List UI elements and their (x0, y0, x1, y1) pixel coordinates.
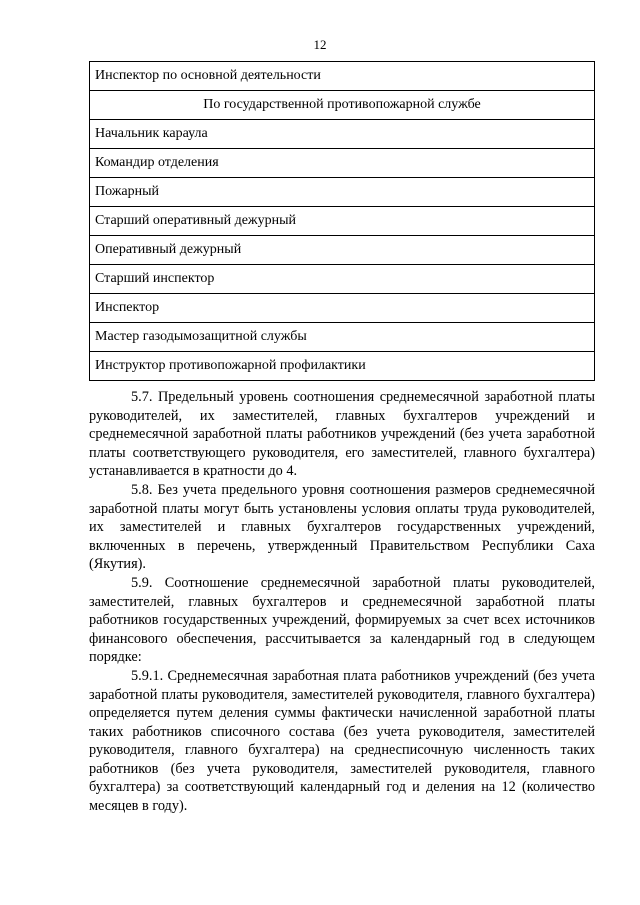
table-row (90, 120, 595, 149)
table-cell-position: Инструктор противопожарной профилактики (90, 352, 595, 381)
table-row (90, 236, 595, 265)
table-section-heading: По государственной противопожарной службе (90, 91, 595, 120)
paragraph-5-7: 5.7. Предельный уровень соотношения среднемесячной заработной платы руководителей, их заместителей, главных бухгалтеров учреждений и среднемесячной заработной платы работников учреждений (без учета заработной платы соответствующего руководителя, его заместителей, главного бухгалтера) устанавливается в кратности до 4. (89, 389, 595, 479)
table-section-row (90, 91, 595, 120)
table-cell-position: Старший инспектор (90, 265, 595, 294)
paragraph-5-9: 5.9. Соотношение среднемесячной заработной платы руководителей, заместителей, главных бухгалтеров и среднемесячной заработной платы работников государственных учреждений, формируемых за счет всех источников финансового обеспечения, рассчитывается за календарный год в следующем порядке: (89, 575, 595, 665)
document-body (89, 388, 595, 816)
table-row (90, 62, 595, 91)
table-cell-position: Пожарный (90, 178, 595, 207)
table-cell-position: Старший оперативный дежурный (90, 207, 595, 236)
page-number: 12 (313, 37, 327, 52)
table-cell-position: Оперативный дежурный (90, 236, 595, 265)
table-row (90, 323, 595, 352)
positions-table (89, 61, 595, 381)
table-cell-position: Мастер газодымозащитной службы (90, 323, 595, 352)
paragraph-5-9-1: 5.9.1. Среднемесячная заработная плата работников учреждений (без учета заработной платы руководителя, заместителей руководителя, главного бухгалтера) определяется путем деления суммы фактически начисленной заработной платы таких работников списочного состава (без учета руководителя, заместителей руководителя, главного бухгалтера) на среднесписочную численность таких работников (без учета руководителя, заместителей руководителя, главного бухгалтера) за соответствующий календарный год и деления на 12 (количество месяцев в году). (89, 668, 595, 814)
table-cell-position: Командир отделения (90, 149, 595, 178)
table-row (90, 178, 595, 207)
table-cell-position: Начальник караула (90, 120, 595, 149)
table-cell-position: Инспектор (90, 294, 595, 323)
table-row (90, 352, 595, 381)
paragraph-5-8: 5.8. Без учета предельного уровня соотношения размеров среднемесячной заработной платы могут быть установлены условия оплаты труда руководителей, их заместителей и главных бухгалтеров государственных учреждений, включенных в перечень, утвержденный Правительством Республики Саха (Якутия). (89, 482, 595, 572)
table-row (90, 265, 595, 294)
table-cell-position: Инспектор по основной деятельности (90, 62, 595, 91)
table-row (90, 149, 595, 178)
table-row (90, 207, 595, 236)
table-row (90, 294, 595, 323)
